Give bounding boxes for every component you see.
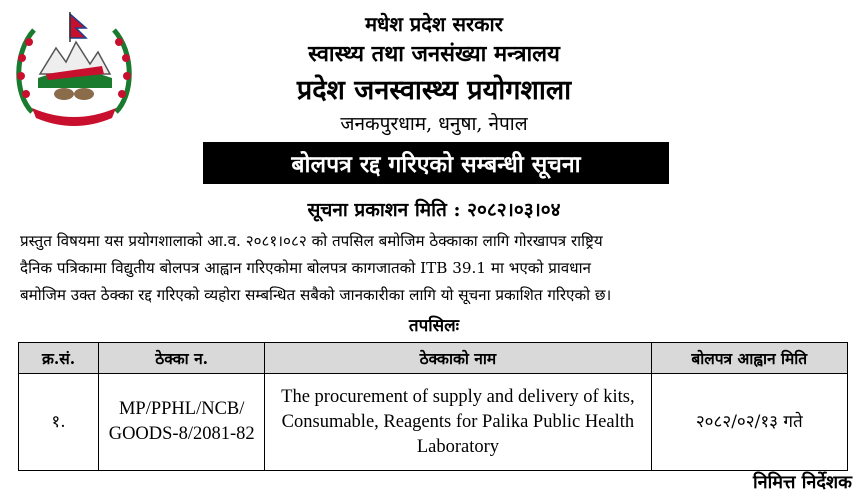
contract-table — [18, 342, 848, 471]
header-serial: क्र.सं. — [19, 343, 99, 374]
header-invite-date: बोलपत्र आह्वान मिति — [651, 343, 847, 374]
header-contract-no: ठेक्का न. — [99, 343, 265, 374]
table-row — [19, 374, 848, 471]
notice-body-line: प्रस्तुत विषयमा यस प्रयोगशालाको आ.व. २०८१।०८२ को तपसिल बमोजिम ठेक्काका लागि गोरखापत्र राष्ट्रिय — [20, 232, 603, 250]
office-address: जनकपुरधाम, धनुषा, नेपाल — [340, 113, 528, 135]
header-contract-name: ठेक्काको नाम — [265, 343, 651, 374]
schedule-label: तपसिलः — [408, 316, 460, 336]
cell-contract-no: MP/PPHL/NCB/ GOODS-8/2081-82 — [99, 374, 265, 471]
notice-title-banner — [203, 142, 669, 184]
notice-title: बोलपत्र रद्द गरिएको सम्बन्धी सूचना — [291, 151, 581, 178]
cell-serial: १. — [19, 374, 99, 471]
cell-invite-date: २०८२/०२/१३ गते — [651, 374, 847, 471]
government-name: मधेश प्रदेश सरकार — [365, 12, 503, 36]
table-header-row — [19, 343, 848, 374]
signoff-title: निमित्त निर्देशक — [752, 472, 852, 493]
ministry-name: स्वास्थ्य तथा जनसंख्या मन्त्रालय — [308, 41, 560, 67]
notice-body — [20, 228, 850, 309]
publication-date: सूचना प्रकाशन मिति : २०८२।०३।०४ — [307, 199, 561, 221]
notice-body-line: दैनिक पत्रिकामा विद्युतीय बोलपत्र आह्वान गरिएकोमा बोलपत्र कागजातको ITB 39.1 मा भएको प्रावधान — [20, 259, 591, 277]
laboratory-name: प्रदेश जनस्वास्थ्य प्रयोगशाला — [296, 75, 572, 106]
cell-contract-name: The procurement of supply and delivery of kits, Consumable, Reagents for Palika Public Health Laboratory — [265, 374, 651, 471]
notice-body-line: बमोजिम उक्त ठेक्का रद्द गरिएको व्यहोरा सम्बन्धित सबैको जानकारीका लागि यो सूचना प्रकाशित गरिएको छ। — [20, 286, 612, 304]
